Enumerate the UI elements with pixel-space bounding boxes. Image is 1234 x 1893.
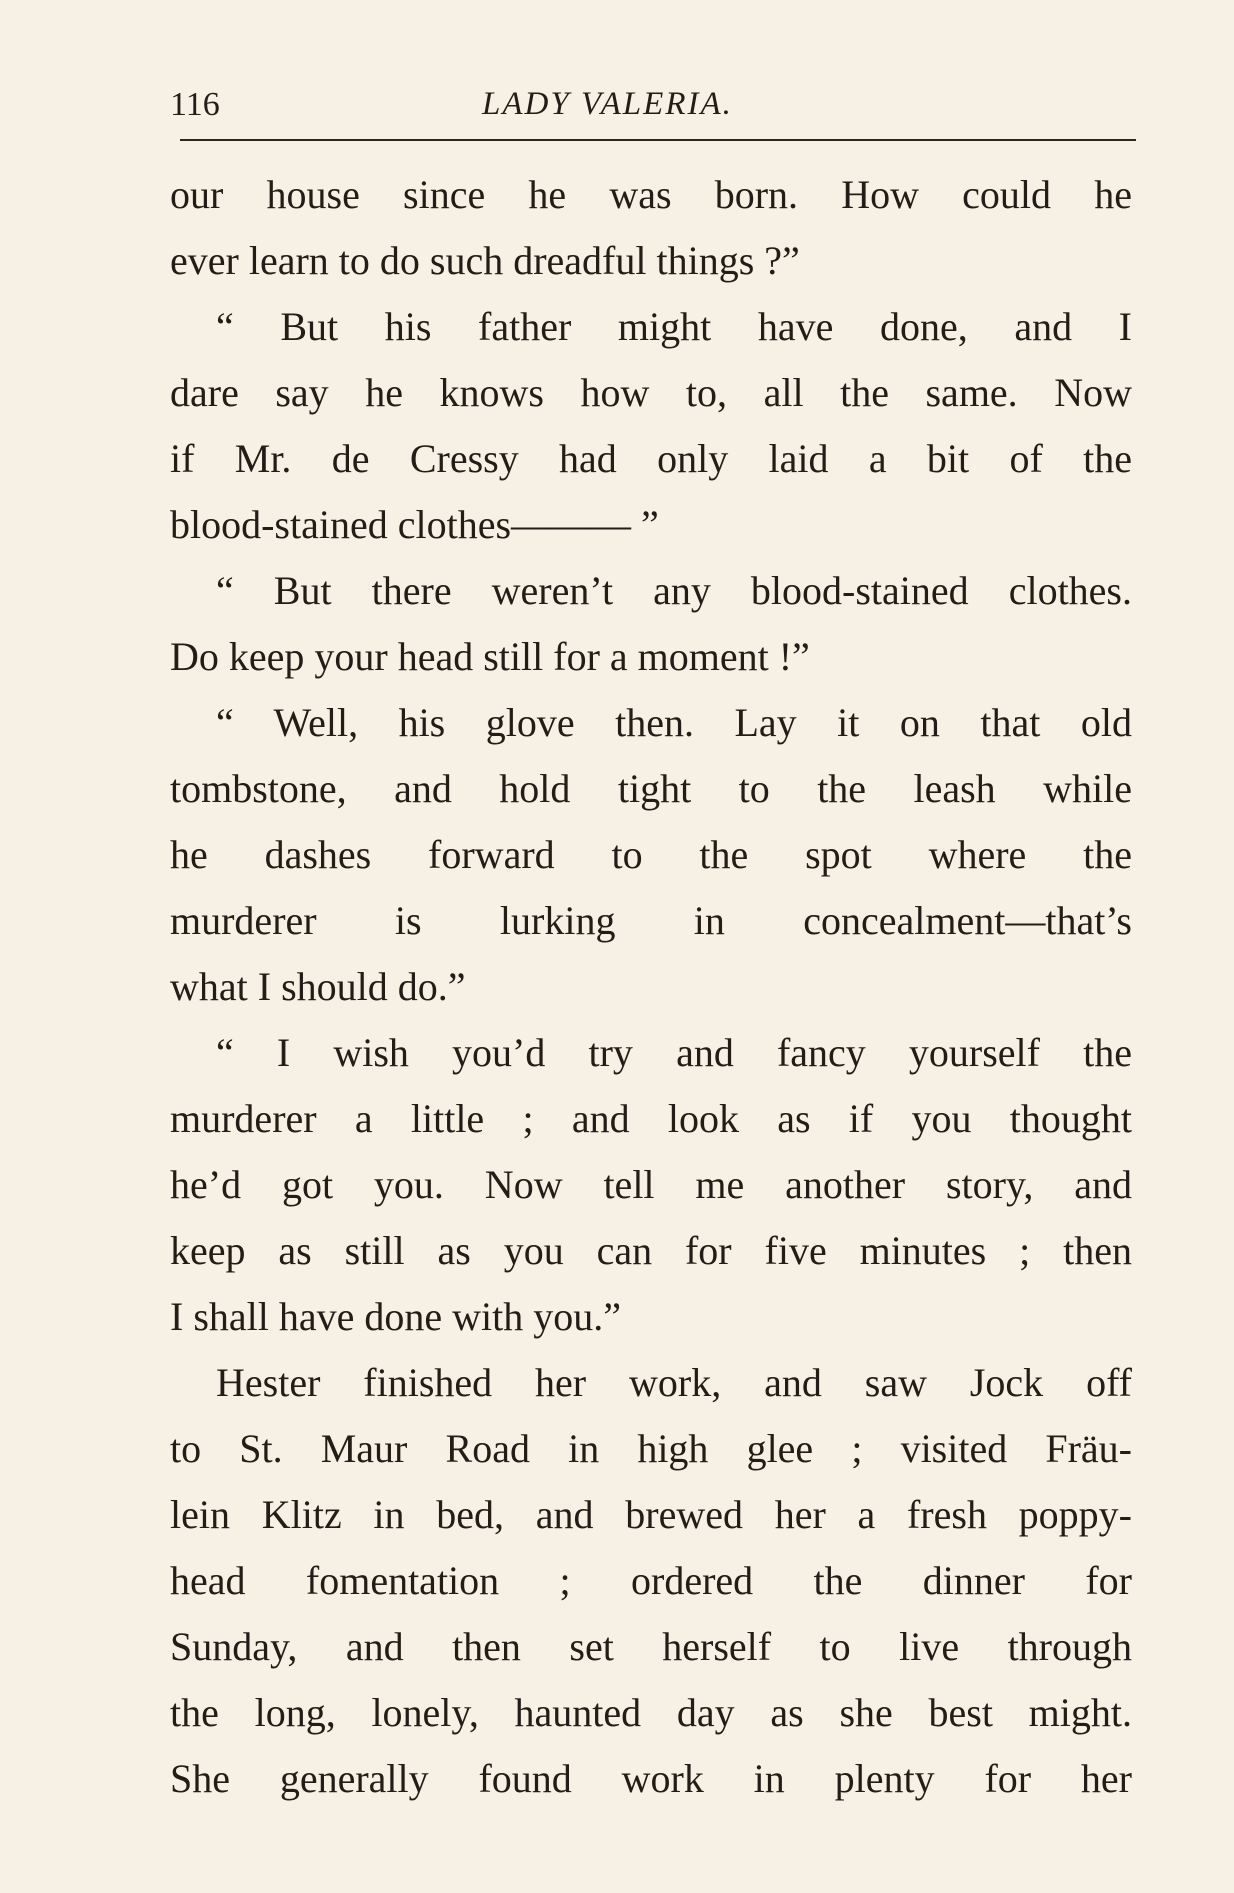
text-line: if Mr. de Cressy had only laid a bit of the: [170, 436, 1132, 481]
text-line: dare say he knows how to, all the same. Now: [170, 370, 1132, 415]
text-line: ever learn to do such dreadful things ?”: [170, 238, 800, 283]
text-line: what I should do.”: [170, 964, 466, 1009]
text-line: tombstone, and hold tight to the leash while: [170, 766, 1132, 811]
text-line: Hester finished her work, and saw Jock off: [216, 1360, 1132, 1405]
text-line: to St. Maur Road in high glee ; visited Fräu-: [170, 1426, 1132, 1471]
text-line: head fomentation ; ordered the dinner for: [170, 1558, 1132, 1603]
body-text: [170, 162, 1132, 1812]
text-line: blood-stained clothes——— ”: [170, 502, 659, 547]
text-line: murderer a little ; and look as if you thought: [170, 1096, 1132, 1141]
header-rule: [180, 139, 1136, 141]
text-line: “ I wish you’d try and fancy yourself the: [216, 1030, 1132, 1075]
text-line: “ But his father might have done, and I: [216, 304, 1132, 349]
text-line: She generally found work in plenty for her: [170, 1756, 1132, 1801]
page-number: 116: [170, 86, 220, 123]
page-header: [170, 86, 1132, 136]
running-title: LADY VALERIA.: [482, 86, 733, 122]
text-line: “ Well, his glove then. Lay it on that old: [216, 700, 1132, 745]
text-line: “ But there weren’t any blood-stained clothes.: [216, 568, 1132, 613]
text-line: murderer is lurking in concealment—that’s: [170, 898, 1132, 943]
text-line: I shall have done with you.”: [170, 1294, 621, 1339]
text-line: Sunday, and then set herself to live through: [170, 1624, 1132, 1669]
text-line: he’d got you. Now tell me another story, and: [170, 1162, 1132, 1207]
text-line: our house since he was born. How could he: [170, 172, 1132, 217]
text-line: he dashes forward to the spot where the: [170, 832, 1132, 877]
text-line: Do keep your head still for a moment !”: [170, 634, 810, 679]
text-line: lein Klitz in bed, and brewed her a fresh poppy-: [170, 1492, 1132, 1537]
text-line: keep as still as you can for five minutes ; then: [170, 1228, 1132, 1273]
text-line: the long, lonely, haunted day as she best might.: [170, 1690, 1132, 1735]
